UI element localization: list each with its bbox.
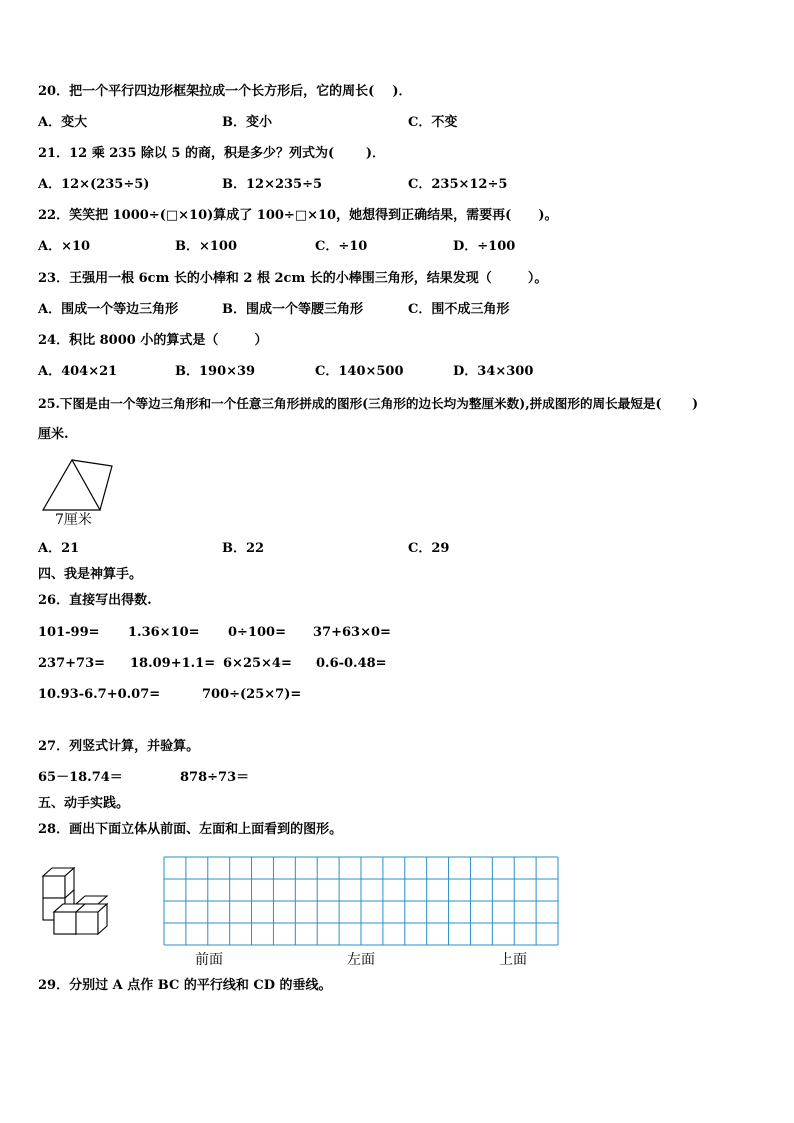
q24-option-c: C．140×500: [315, 364, 404, 379]
q28-cube-figure: [40, 866, 110, 936]
q26-stem: 26．直接写出得数.: [38, 593, 152, 608]
q24-option-b: B．190×39: [175, 364, 256, 379]
q24-option-d: D．34×300: [453, 364, 534, 379]
q23-option-a: A．围成一个等边三角形: [38, 302, 179, 317]
q26-r2-c1: 237+73=: [38, 656, 106, 671]
q25-stem-line2: 厘米.: [38, 427, 69, 442]
q20-option-b: B．变小: [222, 115, 272, 130]
q24-stem: 24．积比 8000 小的算式是（ ）: [38, 333, 268, 348]
q26-r1-c1: 101-99=: [38, 625, 100, 640]
q27-item-2: 878÷73＝: [180, 770, 250, 785]
q28-label-front: 前面: [195, 952, 223, 968]
q20-stem: 20．把一个平行四边形框架拉成一个长方形后，它的周长( )．: [38, 84, 412, 99]
q29-stem: 29．分别过 A 点作 BC 的平行线和 CD 的垂线。: [38, 978, 332, 993]
q21-option-c: C．235×12÷5: [408, 177, 508, 192]
q26-r2-c3: 6×25×4=: [223, 656, 292, 671]
q25-figure-label: 7厘米: [55, 512, 92, 528]
q22-stem: 22．笑笑把 1000÷(□×10)算成了 100÷□×10，她想得到正确结果，需要再( )。: [38, 208, 558, 223]
q23-option-c: C．围不成三角形: [408, 302, 510, 317]
q21-stem: 21．12 乘 235 除以 5 的商，积是多少？列式为( )．: [38, 146, 385, 161]
q22-option-d: D．÷100: [453, 239, 516, 254]
q20-option-a: A．变大: [38, 115, 88, 130]
q20-option-c: C．不变: [408, 115, 458, 130]
q21-option-a: A．12×(235÷5): [38, 177, 150, 192]
q23-stem: 23．王强用一根 6cm 长的小棒和 2 根 2cm 长的小棒围三角形，结果发现（ ）。: [38, 271, 548, 286]
q25-stem-line1: 25.下图是由一个等边三角形和一个任意三角形拼成的图形(三角形的边长均为整厘米数),拼成图形的周长最短是( ): [38, 396, 699, 411]
q25-option-a: A．21: [38, 541, 80, 556]
q21-option-b: B．12×235÷5: [222, 177, 323, 192]
q25-option-c: C．29: [408, 541, 450, 556]
section-5-heading: 五、动手实践。: [38, 796, 130, 811]
q22-option-c: C．÷10: [315, 239, 368, 254]
q26-r1-c2: 1.36×10=: [128, 625, 200, 640]
q22-option-a: A．×10: [38, 239, 91, 254]
q26-r2-c4: 0.6-0.48=: [316, 656, 387, 671]
q28-label-left: 左面: [347, 952, 375, 968]
q25-option-b: B．22: [222, 541, 265, 556]
q26-r3-c2: 700÷(25×7)=: [202, 687, 302, 702]
q27-stem: 27．列竖式计算，并验算。: [38, 739, 200, 754]
q28-stem: 28．画出下面立体从前面、左面和上面看到的图形。: [38, 822, 343, 837]
q24-option-a: A．404×21: [38, 364, 118, 379]
q28-label-top: 上面: [499, 952, 527, 968]
q27-item-1: 65－18.74＝: [38, 770, 123, 785]
q26-r1-c4: 37+63×0=: [313, 625, 391, 640]
q22-option-b: B．×100: [175, 239, 238, 254]
q25-triangle-figure: [40, 458, 115, 513]
q26-r1-c3: 0÷100=: [228, 625, 286, 640]
q26-r2-c2: 18.09+1.1=: [130, 656, 216, 671]
q23-option-b: B．围成一个等腰三角形: [222, 302, 363, 317]
section-4-heading: 四、我是神算手。: [38, 567, 143, 582]
q28-drawing-grid[interactable]: [164, 857, 558, 945]
q26-r3-c1: 10.93-6.7+0.07=: [38, 687, 161, 702]
